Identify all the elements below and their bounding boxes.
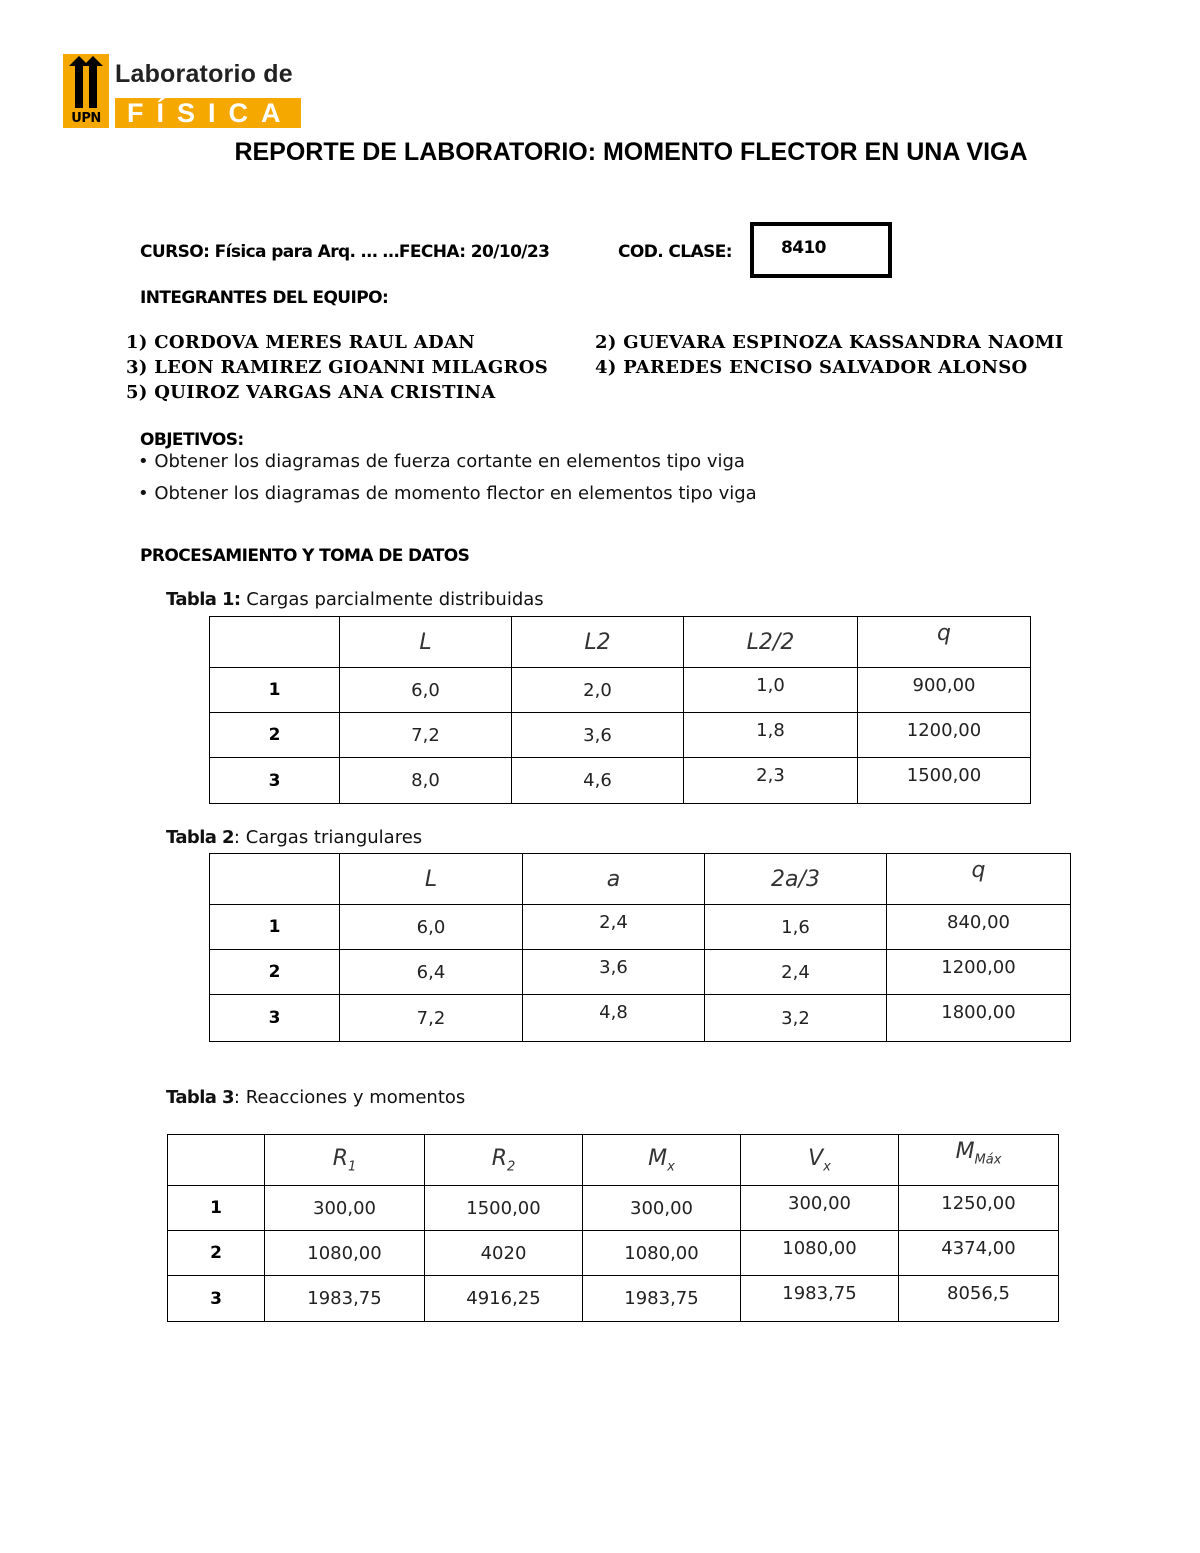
table-cell: 1080,00 [265, 1231, 425, 1276]
table-row [168, 1186, 1059, 1231]
table-cell: 1,6 [705, 905, 887, 950]
table-cell: 2 [210, 713, 340, 758]
table-cell: 2,0 [512, 668, 684, 713]
upn-arrows-icon [67, 56, 105, 108]
cod-clase-label: COD. CLASE: [618, 242, 732, 262]
table1-caption-text: Cargas parcialmente distribuidas [240, 589, 544, 610]
table-cell: 1080,00 [583, 1231, 741, 1276]
cod-clase-value: 8410 [781, 238, 826, 258]
table-header-cell: 2a/3 [705, 854, 887, 905]
table-cell: 1800,00 [887, 995, 1071, 1042]
table-row [210, 905, 1071, 950]
table-cell: 300,00 [741, 1186, 899, 1231]
objective-2: • Obtener los diagramas de momento flector en elementos tipo viga [138, 483, 757, 504]
table-cell: 3 [168, 1276, 265, 1322]
header-symbol: R [332, 1145, 348, 1171]
table-cell: 1983,75 [741, 1276, 899, 1322]
table-cell: 6,0 [340, 668, 512, 713]
table2-caption-text: : Cargas triangulares [233, 827, 423, 848]
table-cell: 1500,00 [425, 1186, 583, 1231]
table1-caption [166, 589, 544, 610]
table3 [167, 1134, 1059, 1322]
table-cell: 4020 [425, 1231, 583, 1276]
header-symbol: R [491, 1145, 507, 1171]
table-cell: 2 [168, 1231, 265, 1276]
table-header-row [168, 1135, 1059, 1186]
table-cell: 2,3 [684, 758, 858, 804]
member-2: 2) GUEVARA ESPINOZA KASSANDRA NAOMI [595, 332, 1064, 353]
table-cell: 900,00 [858, 668, 1031, 713]
table-cell: 1080,00 [741, 1231, 899, 1276]
table3-caption-text: : Reacciones y momentos [233, 1087, 466, 1108]
table2 [209, 853, 1071, 1042]
member-1: 1) CORDOVA MERES RAUL ADAN [126, 332, 475, 353]
table-cell: 1,8 [684, 713, 858, 758]
table-row [168, 1231, 1059, 1276]
table-cell: 1,0 [684, 668, 858, 713]
table-header-cell [168, 1135, 265, 1186]
table-cell: 4,6 [512, 758, 684, 804]
upn-logo-mark [63, 54, 109, 128]
cod-clase-box [750, 222, 892, 278]
table-header-cell: L2 [512, 617, 684, 668]
table-cell: 1983,75 [265, 1276, 425, 1322]
table-header-cell: q [858, 617, 1031, 668]
table-cell: 3 [210, 995, 340, 1042]
table-cell: 3,6 [512, 713, 684, 758]
objetivos-label: OBJETIVOS: [140, 430, 244, 450]
logo-line2: FÍSICA [127, 98, 294, 128]
header-subscript: Máx [974, 1152, 1002, 1168]
table-cell: 7,2 [340, 995, 523, 1042]
integrantes-label: INTEGRANTES DEL EQUIPO: [140, 288, 389, 308]
table-cell: 8,0 [340, 758, 512, 804]
table-cell: 1 [210, 905, 340, 950]
table-cell: 1250,00 [899, 1186, 1059, 1231]
table-cell: 2,4 [523, 905, 705, 950]
table-cell: 6,0 [340, 905, 523, 950]
table-cell: 3 [210, 758, 340, 804]
table-header-cell [583, 1135, 741, 1186]
table-header-cell: a [523, 854, 705, 905]
table-header-cell [741, 1135, 899, 1186]
table2-caption-label: Tabla 2 [166, 827, 234, 848]
table-row [210, 668, 1031, 713]
lab-logo [63, 54, 301, 128]
header-subscript: 2 [507, 1159, 516, 1175]
table-header-cell: q [887, 854, 1071, 905]
table1-caption-label: Tabla 1: [166, 589, 241, 610]
table-cell: 3,2 [705, 995, 887, 1042]
table-cell: 4,8 [523, 995, 705, 1042]
table-header-cell: L2/2 [684, 617, 858, 668]
table1 [209, 616, 1031, 804]
table-cell: 1200,00 [858, 713, 1031, 758]
page-title: REPORTE DE LABORATORIO: MOMENTO FLECTOR EN UNA VIGA [234, 138, 1028, 166]
table-cell: 3,6 [523, 950, 705, 995]
member-4: 4) PAREDES ENCISO SALVADOR ALONSO [595, 357, 1028, 378]
logo-band [115, 98, 301, 128]
table-cell: 840,00 [887, 905, 1071, 950]
table-row [210, 758, 1031, 804]
member-3: 3) LEON RAMIREZ GIOANNI MILAGROS [126, 357, 549, 378]
table-cell: 7,2 [340, 713, 512, 758]
table-header-cell [899, 1135, 1059, 1186]
table2-caption [166, 827, 422, 848]
table-cell: 1 [168, 1186, 265, 1231]
table-header-cell [265, 1135, 425, 1186]
table-cell: 300,00 [583, 1186, 741, 1231]
logo-upn-text: UPN [71, 111, 101, 126]
table-cell: 8056,5 [899, 1276, 1059, 1322]
table-header-row [210, 617, 1031, 668]
table3-caption-label: Tabla 3 [166, 1087, 234, 1108]
table-header-cell: L [340, 854, 523, 905]
header-symbol: M [955, 1139, 975, 1164]
header-subscript: x [667, 1159, 675, 1175]
table-cell: 1500,00 [858, 758, 1031, 804]
table-cell: 4916,25 [425, 1276, 583, 1322]
table-cell: 300,00 [265, 1186, 425, 1231]
table-cell: 6,4 [340, 950, 523, 995]
table-cell: 1983,75 [583, 1276, 741, 1322]
member-5: 5) QUIROZ VARGAS ANA CRISTINA [126, 382, 496, 403]
header-subscript: x [823, 1159, 831, 1175]
table-row [210, 950, 1071, 995]
header-symbol: M [648, 1145, 668, 1171]
table3-caption [166, 1087, 465, 1108]
header-subscript: 1 [348, 1159, 357, 1175]
table-row [168, 1276, 1059, 1322]
table-cell: 1200,00 [887, 950, 1071, 995]
table-header-row [210, 854, 1071, 905]
table-header-cell [210, 854, 340, 905]
table-cell: 2,4 [705, 950, 887, 995]
table-header-cell [210, 617, 340, 668]
table-cell: 1 [210, 668, 340, 713]
curso-fecha-line: CURSO: Física para Arq. … …FECHA: 20/10/23 [140, 242, 550, 262]
header-symbol: V [808, 1145, 824, 1171]
table-header-cell: L [340, 617, 512, 668]
table-row [210, 995, 1071, 1042]
table-row [210, 713, 1031, 758]
table-cell: 4374,00 [899, 1231, 1059, 1276]
logo-line1: Laboratorio de [115, 60, 293, 88]
section-heading: PROCESAMIENTO Y TOMA DE DATOS [140, 546, 470, 566]
table-cell: 2 [210, 950, 340, 995]
table-header-cell [425, 1135, 583, 1186]
objective-1: • Obtener los diagramas de fuerza cortante en elementos tipo viga [138, 451, 745, 472]
